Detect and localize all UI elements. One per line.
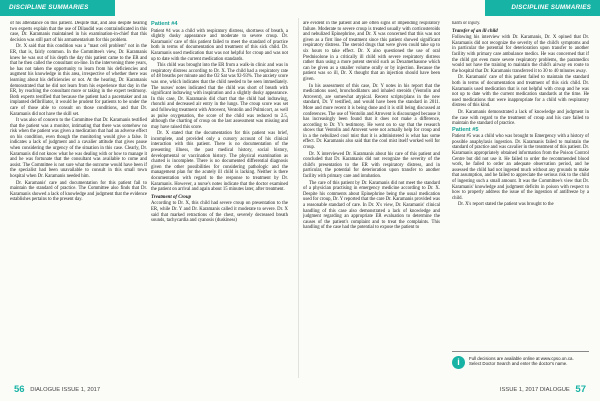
full-decision-note: [452, 351, 589, 374]
paragraph: Dr. Karamanis' care and documentation for this patient fail to maintain the standard of practice. The Committee also finds that Dr. Karamanis showed a lack of knowledge and judgment that the evidence establishes pertains to the present day.: [10, 180, 147, 203]
subheading: Transfer of an ill child: [452, 28, 498, 34]
paragraph: Patient #5 was a child who was brought to Emergency with a history of possible anaphylaxis ingestion. Dr. Karamanis failed to maintain the standard of practice and was cavalier in the treatment of this patient. Dr. Karamanis appropriately obtained information from the Poison Control Centre but did not use it. He failed to order the recommended blood work, he failed to order an adequate observation period, and he assessed the child had not ingested much without any grounds to make that assumption, and he failed to appreciate the serious risk to the child of ingesting such a small amount. It was the Committee's view that Dr. Karamanis' knowledge and judgment deficits in poison with respect to how to properly address the issue of the ingestion of antifreeze by a child.: [452, 134, 589, 201]
paragraph: Dr. X's report stated the patient was brought to the: [458, 202, 554, 208]
paragraph: Dr. Karamanis demonstrated a lack of knowledge and judgment in the case with regard to the treatment of croup and his care failed to maintain the standard of practice.: [452, 109, 589, 127]
paragraph: According to Dr. X, this child had severe croup on presentation to the ER, while Dr. Y and Dr. Karamanis called it moderate to severe. Dr. X said that marked retractions of the chest, severely decreased breath sounds, tachycardia and cyanosis (duskiness): [151, 201, 288, 224]
paragraph: In his assessment of this case, Dr. Y notes in his report that the medications used, bronchodilators and inhaled steroids (Ventolin and Atrovent), are somewhat atypical. Recent scripts/plans in the new standard, Dr. Y testified, and would have been the standard in 2011. More and more recent it is being done and it is still being discussed at conferences. The use of Ventolin and Atrovent is discouraged because it has increasingly been found that it does not make a difference, according to Dr. Y's testimony. He went on to say that the research shows that Ventolin and Atrovent were not actually help for croup and in a the nebulized cool mist that it is administered is what has some effect. Dr. Karamanis also said that the cool mist itself worked well for croup.: [303, 83, 440, 151]
footer-right-text: ISSUE 1, 2017 DIALOGUE: [499, 387, 570, 393]
page-number-left: 56: [14, 384, 25, 395]
page-number-right: 57: [575, 384, 586, 395]
column-1: [10, 21, 147, 373]
paragraph: of his attendance on this patient. Despite that, and also despite hearing two experts explain that the use of Dilaudid was contraindicated in this case, Dr. Karamanis maintained in his examination-in-chief that this decision was still part of his armamentarium for this problem.: [10, 21, 147, 43]
info-icon: i: [452, 356, 465, 369]
paragraph: Dr. Karamanis' care of this patient failed to maintain the standard both in terms of documentation and treatment of this sick child. Dr. Karamanis used medication that is not helpful with croup and he was not up to date with the current medication standards at the time. He used medications that were inappropriate for a child with respiratory distress of this kind.: [452, 75, 589, 109]
column-2: [151, 21, 288, 373]
section-heading: Patient #5: [452, 126, 479, 133]
paragraph: Dr. X interviewed Dr. Karamanis about his care of this patient and concluded that Dr. Karamanis did not recognize the severity of the child's presentation to the ER with respiratory distress, and in particular, the potential for deterioration upon transfer to another facility with primary care and intubation.: [303, 151, 440, 180]
paragraph: Following his interview with Dr. Karamanis, Dr. X opined that Dr. Karamanis did not recognize the severity of the child's symptoms and in particular the potential for deterioration upon transfer to another facility with primary care ambulance medics. He was concerned that if the child got even more severe respiratory problems, the paramedics would not have the training to maintain the child's airway en route to the hospital that Dr. Karamanis transferred it to 30 to 40 minutes away.: [452, 35, 589, 74]
page-header: [0, 0, 600, 16]
paragraph: Patient #4 was a child with respiratory distress, shortness of breath, a slightly dusky appearance and moderate to severe croup. Dr. Karamanis' care of this patient failed to meet the standard of practice both in terms of documentation and treatment of this sick child. Dr. Karamanis used medication that was not helpful for croup and was not up to date with the current medication standards.: [151, 28, 288, 62]
section-header-right: DISCIPLINE SUMMARIES: [485, 0, 600, 16]
column-3: [303, 21, 440, 373]
section-heading: Patient #4: [151, 21, 178, 27]
footer-right: [500, 384, 590, 395]
footer-left: [10, 384, 100, 395]
footer-left-text: DIALOGUE ISSUE 1, 2017: [30, 387, 101, 393]
paragraph: Dr. X said that this condition was a "mast cell problem" not in the ER, that is, fairly common. In the Committee's view, Dr. Karamanis knew he was out of his depth the day this patient came to the ER and that he then called the consultant on-line. In the intervening three years, he has not taken the opportunity to learn from his deficiencies and augment his knowledge in this area, irrespective of whether there was learning about his deficiencies or not. At the hearing, Dr. Karamanis demonstrated that he did not learn from his experience that day in the ER, by reaching the consultant more or taking in the expert testimony. Both experts testified that because the patient had a pacemaker and an implanted defibrillator, it would be prudent for patients to be under the care of those able to consult on those conditions, and that Dr. Karamanis did not have the skill set.: [10, 44, 147, 117]
page-gutter: [298, 18, 299, 378]
column-4: [452, 21, 589, 373]
paragraph: Dr. X stated that the documentation for this patient was brief, incomplete, and provided only a cursory account of his clinical interaction with this patient. There is no documentation of the presenting illness, the past medical history, social history, developmental or vaccination history. The physical examination as charted is incomplete. There is no documented differential diagnosis given the other possibilities for considering pathologic and the management plan for the acutely ill child is lacking. Neither is there documentation with regard to the response to treatment by Dr. Karamanis. However, a nurse's notes indicate that the doctor examined the patient on arrival and again about 15 minutes later, after treatment.: [151, 131, 288, 193]
note-text: Full decisions are available online at www.cpso.on.ca. Select Doctor Search and enter the doctor's name.: [469, 356, 574, 367]
paragraph: This child was brought into the ER from a walk-in clinic and was in respiratory distress according to Dr. X. The child had a respiratory rate of 48 breaths per minute and the O2 Sat was 92-93%. The anxiety score was one, which indicates that the child needed to be seen immediately. The nurses' notes indicated that the child was short of breath with significant indrawing with inspiration and a slightly dusky appearance. In this case, Dr. Karamanis did chart that the child had indrawing, rhonchi and decreased air entry in the lungs. The croup score was set and following treatment with Atrovent, Ventolin and Pulmicort, as well as pulse oxygenation, the score of the child was reduced to 2.5, although the charting of croup on the last assessment was missing and may have raised this score.: [151, 63, 288, 130]
paragraph: The care of this patient by Dr. Karamanis did not meet the standard of a physician practising in emergency medicine according to Dr. X. Despite his comments about Epinephrine being the usual medication used for croup, Dr. Y reported that the care Dr. Karamanis provided was a reasonable standard of care. In Dr. X's view, Dr. Karamanis' clinical handling of this case also demonstrated a lack of knowledge and judgment regarding an appropriate ER evaluation to determine the causes of the patient's complaint and to treat the complaints. This handling of the case had the potential to expose the patient to: [303, 180, 440, 231]
paragraph: harm or injury.: [452, 21, 481, 26]
page-footer: [0, 380, 600, 401]
section-header-left: DISCIPLINE SUMMARIES: [0, 0, 115, 16]
paragraph: are evident in the patient and are often signs of impending respiratory failure. Moderate to severe croup is treated usually with corticosteroids and nebulized Epinephrine, and Dr. X was concerned that this was not given as a first line of treatment since this patient showed significant respiratory distress. The steroid drugs that were given could take up to six hours to take effect. Dr. X also questioned the use of oral Prednisolone in a critically ill child with severe respiratory distress rather than using a more potent steroid such as Dexamethasone which can be given as a smaller volume orally or by injection. Because the patient was so ill, Dr. X thought that an injection should have been given.: [303, 21, 440, 82]
subheading: Treatment of Croup: [151, 194, 192, 200]
paragraph: It was also of concern to the Committee that Dr. Karamanis testified that the patient was a monitor, intimating that there was somehow no risk when the patient was given a medication that had an adverse effect on his condition, even though the monitoring would give a false. It indicates a lack of judgment and a cavalier attitude that gives pause when considering the urgency of the situation in this case. Clearly, Dr. Karamanis did not know what he was dealing with or how to manage it and he was fortunate that the consultant was available to come and assist. The Committee is not sure what the outcome would have been if the specialist had been unavailable to consult in this small town hospital when Dr. Karamanis needed him.: [10, 118, 147, 180]
